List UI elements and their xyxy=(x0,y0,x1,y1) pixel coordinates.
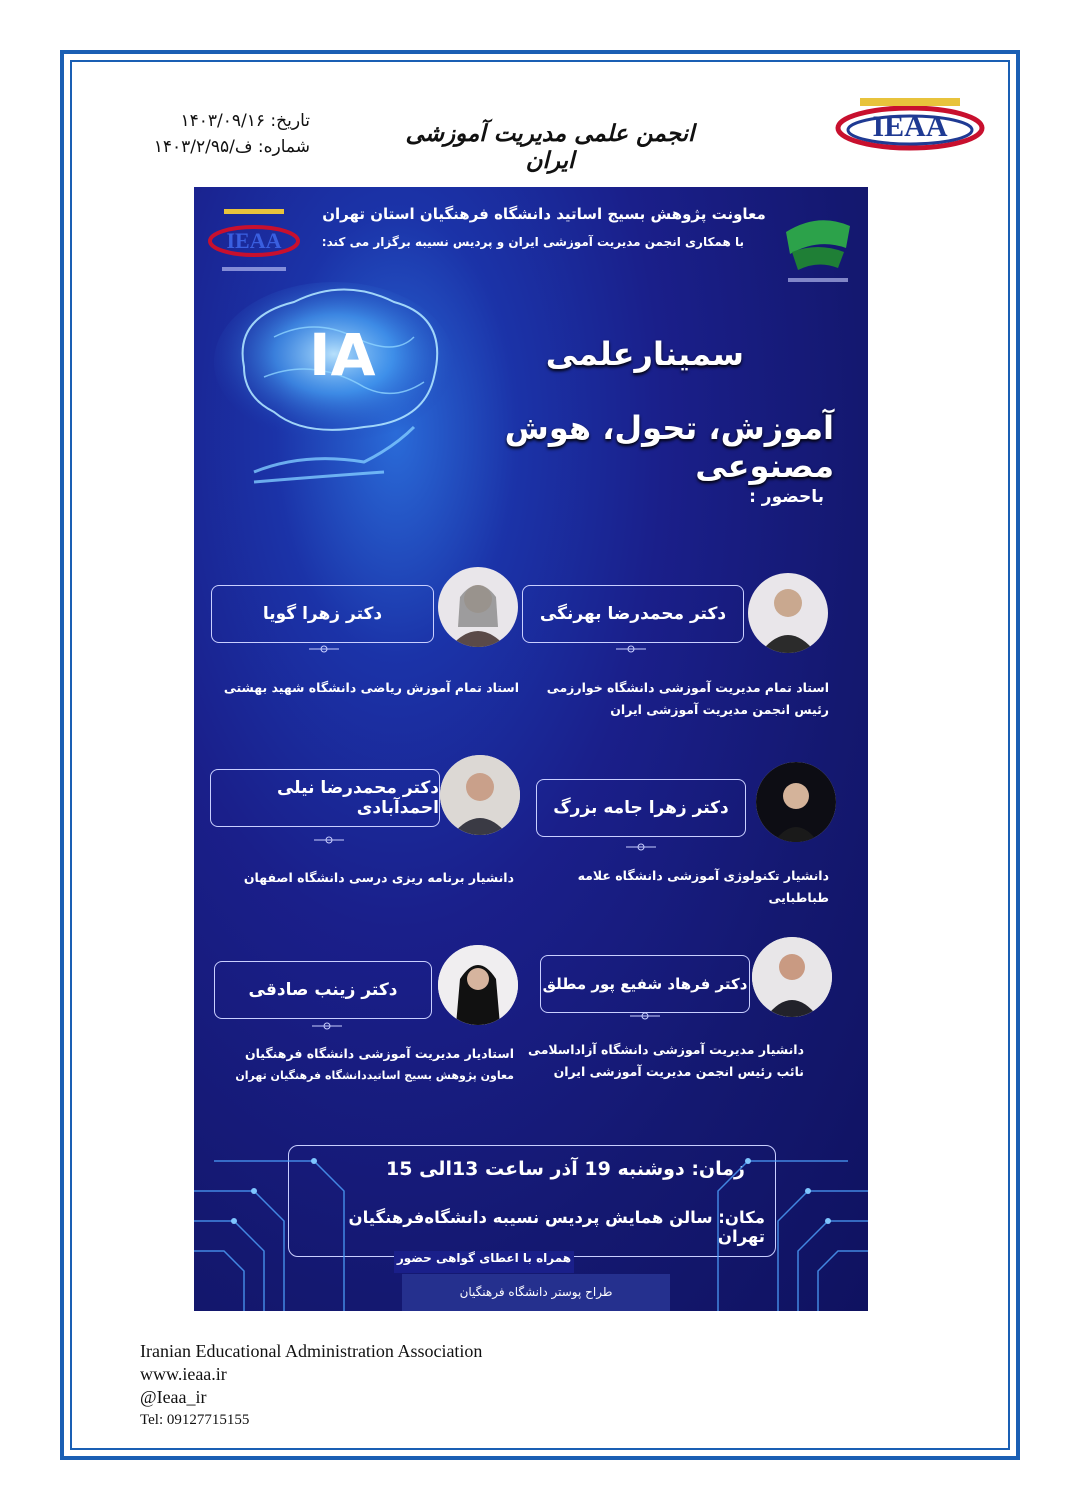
event-place: مکان: سالن همایش پردیس نسیبه دانشگاه‌فرهنگیان تهران xyxy=(348,1208,765,1246)
speaker-desc-line: نائب رئیس انجمن مدیریت آموزشی ایران xyxy=(553,1064,804,1079)
circuit-decoration-right xyxy=(678,1151,868,1311)
speaker-name-box xyxy=(522,585,744,643)
speaker-name: دکتر محمدرضا بهرنگی xyxy=(539,604,727,624)
basij-logo xyxy=(778,202,858,292)
speaker-name: دکتر محمدرضا نیلی احمدآبادی xyxy=(276,778,439,818)
speaker-photo xyxy=(752,937,832,1017)
speaker-name: دکتر فرهاد شفیع پور مطلق xyxy=(542,975,748,993)
footer-org: Iranian Educational Administration Association xyxy=(140,1341,483,1361)
seminar-poster xyxy=(194,187,868,1311)
speaker-name: دکتر زینب صادقی xyxy=(248,980,398,1000)
speaker-desc-line: رئیس انجمن مدیریت آموزشی ایران xyxy=(610,702,829,717)
speaker-desc-line: استادیار مدیریت آموزشی دانشگاه فرهنگیان xyxy=(244,1046,514,1061)
footer-handle: @Ieaa_ir xyxy=(140,1387,207,1407)
circuit-decoration-left xyxy=(194,1151,384,1311)
speaker-desc-line: دانشیار مدیریت آموزشی دانشگاه آزاداسلامی xyxy=(528,1042,804,1057)
speaker-photo xyxy=(438,945,518,1025)
speaker-photo xyxy=(748,573,828,653)
speaker-photo xyxy=(440,755,520,835)
certificate-note: همراه با اعطای گواهی حضور xyxy=(394,1251,574,1273)
letter-date: تاریخ: ۱۴۰۳/۰۹/۱۶ xyxy=(180,111,310,131)
speaker-photo xyxy=(756,762,836,842)
association-title: انجمن علمی مدیریت آموزشی ایران xyxy=(405,120,695,174)
connector-icon xyxy=(312,1021,342,1031)
speaker-desc-line: استاد تمام مدیریت آموزشی دانشگاه خوارزمی xyxy=(546,680,829,695)
poster-logo-text: IEAA xyxy=(226,228,282,253)
speaker-desc xyxy=(214,867,514,889)
speaker-desc xyxy=(214,677,519,699)
connector-icon xyxy=(314,835,344,845)
ieaa-logo-text: IEAA xyxy=(872,110,948,143)
connector-icon xyxy=(616,644,646,654)
poster-cooperation: با همکاری انجمن مدیریت آموزشی ایران و پردیس نسیبه برگزار می کند: xyxy=(321,235,744,249)
letter-meta xyxy=(100,108,310,160)
footer-tel: Tel: 09127715155 xyxy=(140,1412,250,1428)
poster-designer: طراح پوستر دانشگاه فرهنگیان xyxy=(402,1274,670,1311)
speaker-photo xyxy=(438,567,518,647)
connector-icon xyxy=(626,842,656,852)
connector-icon xyxy=(309,644,339,654)
footer-website[interactable]: www.ieaa.ir xyxy=(140,1364,227,1384)
letter-number: شماره: ف/۱۴۰۳/۲/۹۵ xyxy=(153,137,310,157)
speaker-desc-line: دانشیار برنامه ریزی درسی دانشگاه اصفهان xyxy=(243,870,514,885)
speaker-name: دکتر زهرا جامه بزرگ xyxy=(553,798,729,818)
speaker-desc xyxy=(214,1043,514,1087)
speaker-name-box xyxy=(211,585,434,643)
event-time: زمان: دوشنبه 19 آذر ساعت 13الی 15 xyxy=(386,1158,745,1180)
letter-footer xyxy=(140,1340,482,1432)
speaker-desc-line: دانشیار تکنولوژی آموزشی دانشگاه علامه طباطبایی xyxy=(577,868,829,905)
brain-text: IA xyxy=(309,321,376,389)
speaker-name-box xyxy=(540,955,750,1013)
speaker-name-box xyxy=(214,961,432,1019)
speaker-desc-line: استاد تمام آموزش ریاضی دانشگاه شهید بهشتی xyxy=(223,680,519,695)
speaker-name: دکتر زهرا گویا xyxy=(262,604,383,624)
poster-organizer: معاونت پژوهش بسیج اساتید دانشگاه فرهنگیان استان تهران xyxy=(322,205,766,223)
ieaa-logo xyxy=(830,88,990,158)
seminar-label: سمینارعلمی xyxy=(545,335,744,373)
speaker-desc-line: معاون پژوهش بسیج اساتیددانشگاه فرهنگیان تهران xyxy=(235,1069,514,1082)
presence-label: باحضور : xyxy=(749,487,824,507)
speaker-name-box xyxy=(536,779,746,837)
speaker-name-box xyxy=(210,769,440,827)
connector-icon xyxy=(630,1011,660,1021)
speaker-desc xyxy=(524,865,829,909)
speaker-desc xyxy=(524,677,829,721)
speaker-desc xyxy=(514,1039,804,1083)
seminar-theme: آموزش، تحول، هوش مصنوعی xyxy=(504,409,834,485)
poster-ieaa-logo xyxy=(204,205,304,285)
